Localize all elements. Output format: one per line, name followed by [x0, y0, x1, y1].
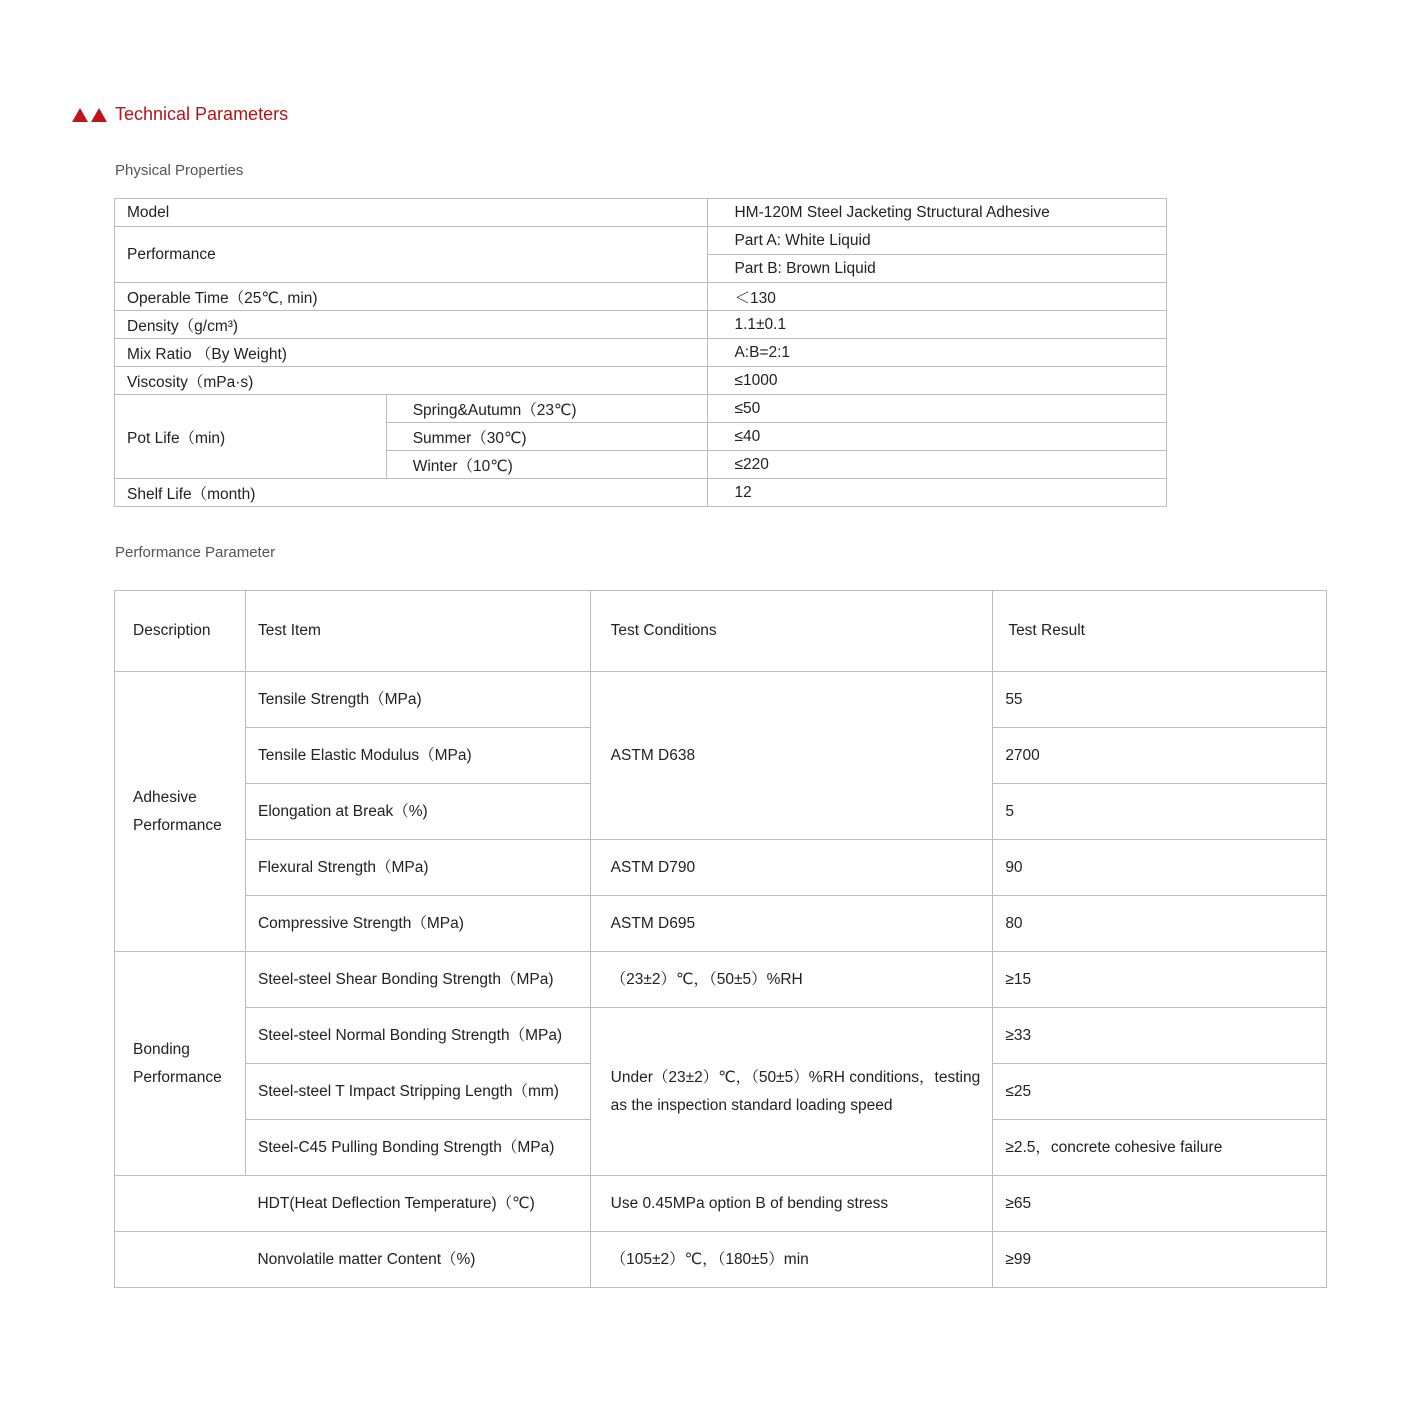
cell-value: A:B=2:1 — [708, 339, 1167, 367]
cell-value: 12 — [708, 479, 1167, 507]
section-heading — [72, 104, 288, 125]
test-result: 80 — [993, 896, 1327, 952]
cell-value: Part A: White Liquid — [708, 227, 1167, 255]
test-result: 55 — [993, 672, 1327, 728]
cell-value: ≤220 — [708, 451, 1167, 479]
cell-label: Density（g/cm³) — [115, 311, 708, 339]
column-header: Test Conditions — [590, 591, 993, 672]
test-item: Tensile Strength（MPa) — [245, 672, 590, 728]
cell-value: HM-120M Steel Jacketing Structural Adhesive — [708, 199, 1167, 227]
cell-label: Shelf Life（month) — [115, 479, 708, 507]
table-header-row — [115, 591, 1327, 672]
test-item: Steel-C45 Pulling Bonding Strength（MPa) — [245, 1120, 590, 1176]
table-row — [115, 1232, 1327, 1288]
table-row — [115, 672, 1327, 728]
test-result: ≥2.5，concrete cohesive failure — [993, 1120, 1327, 1176]
cell-label: Viscosity（mPa·s) — [115, 367, 708, 395]
test-conditions: ASTM D790 — [590, 840, 993, 896]
test-result: ≥65 — [993, 1176, 1327, 1232]
table-row — [115, 227, 1167, 255]
test-item: Compressive Strength（MPa) — [245, 896, 590, 952]
table-row — [115, 1176, 1327, 1232]
column-header: Test Item — [245, 591, 590, 672]
test-conditions: （23±2）℃，（50±5）%RH — [590, 952, 993, 1008]
test-item: HDT(Heat Deflection Temperature)（℃) — [245, 1176, 590, 1232]
description-cell: Bonding Performance — [115, 952, 246, 1176]
table-row — [115, 367, 1167, 395]
column-header: Test Result — [993, 591, 1327, 672]
test-result: ≤25 — [993, 1064, 1327, 1120]
test-conditions: Use 0.45MPa option B of bending stress — [590, 1176, 993, 1232]
test-item: Steel-steel Shear Bonding Strength（MPa) — [245, 952, 590, 1008]
test-result: ≥99 — [993, 1232, 1327, 1288]
test-conditions: ASTM D695 — [590, 896, 993, 952]
test-item: Steel-steel Normal Bonding Strength（MPa) — [245, 1008, 590, 1064]
test-result: 2700 — [993, 728, 1327, 784]
test-result: ≥15 — [993, 952, 1327, 1008]
test-item: Elongation at Break（%) — [245, 784, 590, 840]
table-row — [115, 1008, 1327, 1064]
cell-label: Pot Life（min) — [115, 395, 387, 479]
table-row — [115, 311, 1167, 339]
description-cell: Adhesive Performance — [115, 672, 246, 952]
cell-label: Mix Ratio （By Weight) — [115, 339, 708, 367]
test-item: Tensile Elastic Modulus（MPa) — [245, 728, 590, 784]
physical-properties-table — [114, 198, 1167, 507]
cell-value: 1.1±0.1 — [708, 311, 1167, 339]
test-result: 5 — [993, 784, 1327, 840]
test-item: Steel-steel T Impact Stripping Length（mm) — [245, 1064, 590, 1120]
description-cell — [115, 1232, 246, 1288]
test-result: 90 — [993, 840, 1327, 896]
column-header: Description — [115, 591, 246, 672]
table-row — [115, 199, 1167, 227]
table-row — [115, 395, 1167, 423]
test-item: Flexural Strength（MPa) — [245, 840, 590, 896]
table-row — [115, 952, 1327, 1008]
performance-parameter-table — [114, 590, 1327, 1288]
performance-parameter-title: Performance Parameter — [115, 544, 276, 561]
cell-value: ≤50 — [708, 395, 1167, 423]
cell-label: Performance — [115, 227, 708, 283]
test-conditions: Under（23±2）℃，（50±5）%RH conditions，testing as the inspection standard loading speed — [590, 1008, 993, 1176]
physical-properties-title: Physical Properties — [115, 162, 244, 179]
table-row — [115, 840, 1327, 896]
table-row — [115, 339, 1167, 367]
test-result: ≥33 — [993, 1008, 1327, 1064]
cell-value: ＜130 — [708, 283, 1167, 311]
cell-label: Operable Time（25℃, min) — [115, 283, 708, 311]
cell-value: ≤1000 — [708, 367, 1167, 395]
test-item: Nonvolatile matter Content（%) — [245, 1232, 590, 1288]
section-title: Technical Parameters — [115, 104, 289, 124]
description-cell — [115, 1176, 246, 1232]
cell-sublabel: Winter（10℃) — [386, 451, 708, 479]
cell-value: ≤40 — [708, 423, 1167, 451]
cell-label: Model — [115, 199, 708, 227]
triangle-icon — [91, 108, 107, 122]
cell-sublabel: Summer（30℃) — [386, 423, 708, 451]
test-conditions: （105±2）℃，（180±5）min — [590, 1232, 993, 1288]
cell-sublabel: Spring&Autumn（23℃) — [386, 395, 708, 423]
test-conditions: ASTM D638 — [590, 672, 993, 840]
triangle-icon — [72, 108, 88, 122]
table-row — [115, 283, 1167, 311]
table-row — [115, 896, 1327, 952]
table-row — [115, 479, 1167, 507]
cell-value: Part B: Brown Liquid — [708, 255, 1167, 283]
